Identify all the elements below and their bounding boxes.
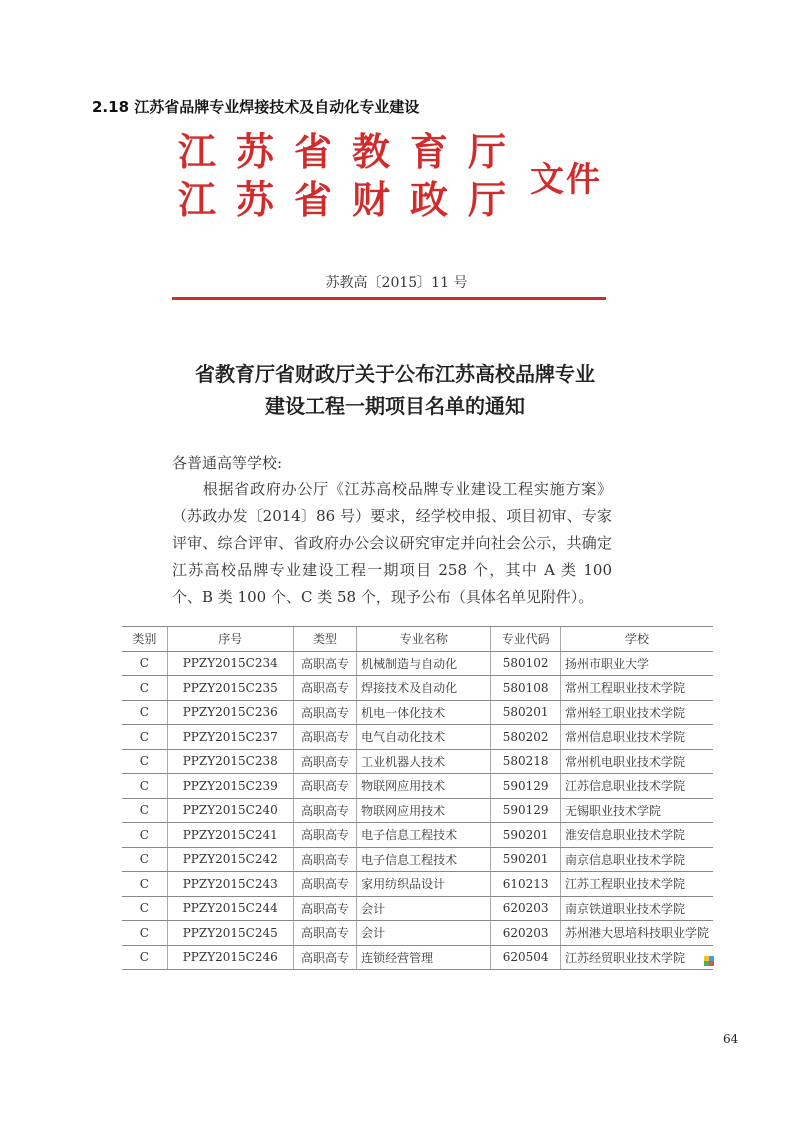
- notice-title-line-2: 建设工程一期项目名单的通知: [265, 394, 525, 418]
- cell-school: 南京信息职业技术学院: [560, 847, 713, 872]
- cell-school: 常州信息职业技术学院: [560, 725, 713, 750]
- cell-major-code: 580102: [491, 651, 561, 676]
- cell-major-name: 机械制造与自动化: [357, 651, 491, 676]
- cell-serial: PPZY2015C240: [167, 798, 293, 823]
- cell-school: 常州轻工职业技术学院: [560, 700, 713, 725]
- cell-major-code: 620203: [491, 921, 561, 946]
- cell-major-name: 工业机器人技术: [357, 749, 491, 774]
- page-number: 64: [723, 1032, 739, 1046]
- cell-category: C: [122, 725, 167, 750]
- table-header-row: [122, 627, 713, 652]
- table-row: [122, 823, 713, 848]
- cell-major-code: 580201: [491, 700, 561, 725]
- header-school: 学校: [560, 627, 713, 652]
- cell-school: 扬州市职业大学: [560, 651, 713, 676]
- cell-major-name: 机电一体化技术: [357, 700, 491, 725]
- cell-serial: PPZY2015C237: [167, 725, 293, 750]
- cell-category: C: [122, 847, 167, 872]
- org-line-education: 江苏省教育厅: [178, 129, 527, 174]
- cell-category: C: [122, 798, 167, 823]
- cell-major-code: 590201: [491, 823, 561, 848]
- cell-major-name: 家用纺织品设计: [357, 872, 491, 897]
- table-row: [122, 725, 713, 750]
- table-row: [122, 896, 713, 921]
- cell-major-name: 物联网应用技术: [357, 774, 491, 799]
- cell-category: C: [122, 749, 167, 774]
- table-body: [122, 651, 713, 970]
- table-row: [122, 872, 713, 897]
- cell-major-name: 焊接技术及自动化: [357, 676, 491, 701]
- puzzle-icon: [704, 956, 714, 966]
- cell-category: C: [122, 872, 167, 897]
- cell-major-name: 会计: [357, 921, 491, 946]
- cell-category: C: [122, 700, 167, 725]
- cell-school: 江苏工程职业技术学院: [560, 872, 713, 897]
- cell-category: C: [122, 945, 167, 970]
- cell-type: 高职高专: [293, 749, 356, 774]
- cell-major-name: 会计: [357, 896, 491, 921]
- cell-major-name: 物联网应用技术: [357, 798, 491, 823]
- cell-serial: PPZY2015C235: [167, 676, 293, 701]
- document-word: 文件: [530, 160, 602, 200]
- document-number: 苏教高〔2015〕11 号: [325, 275, 468, 291]
- cell-type: 高职高专: [293, 872, 356, 897]
- table-row: [122, 774, 713, 799]
- cell-type: 高职高专: [293, 651, 356, 676]
- cell-type: 高职高专: [293, 676, 356, 701]
- cell-category: C: [122, 823, 167, 848]
- cell-type: 高职高专: [293, 896, 356, 921]
- cell-major-code: 590201: [491, 847, 561, 872]
- cell-type: 高职高专: [293, 945, 356, 970]
- cell-serial: PPZY2015C239: [167, 774, 293, 799]
- cell-major-code: 590129: [491, 774, 561, 799]
- header-type: 类型: [293, 627, 356, 652]
- cell-school: 苏州港大思培科技职业学院: [560, 921, 713, 946]
- cell-serial: PPZY2015C245: [167, 921, 293, 946]
- project-table: [122, 626, 713, 970]
- cell-major-code: 620203: [491, 896, 561, 921]
- cell-serial: PPZY2015C238: [167, 749, 293, 774]
- table-row: [122, 676, 713, 701]
- section-heading: 2.18 江苏省品牌专业焊接技术及自动化专业建设: [92, 98, 420, 116]
- cell-type: 高职高专: [293, 823, 356, 848]
- cell-school: 江苏信息职业技术学院: [560, 774, 713, 799]
- cell-category: C: [122, 774, 167, 799]
- cell-school: 南京铁道职业技术学院: [560, 896, 713, 921]
- cell-serial: PPZY2015C234: [167, 651, 293, 676]
- cell-major-code: 610213: [491, 872, 561, 897]
- issuing-organizations: [178, 128, 538, 224]
- cell-major-name: 电气自动化技术: [357, 725, 491, 750]
- cell-school: 无锡职业技术学院: [560, 798, 713, 823]
- cell-school: 淮安信息职业技术学院: [560, 823, 713, 848]
- header-category: 类别: [122, 627, 167, 652]
- salutation: 各普通高等学校:: [172, 454, 283, 472]
- cell-type: 高职高专: [293, 774, 356, 799]
- cell-major-name: 电子信息工程技术: [357, 847, 491, 872]
- notice-body: [172, 476, 612, 611]
- red-divider: [172, 297, 606, 300]
- cell-school: 常州机电职业技术学院: [560, 749, 713, 774]
- cell-major-code: 580202: [491, 725, 561, 750]
- cell-major-name: 电子信息工程技术: [357, 823, 491, 848]
- cell-serial: PPZY2015C241: [167, 823, 293, 848]
- table-row: [122, 749, 713, 774]
- cell-type: 高职高专: [293, 700, 356, 725]
- table-row: [122, 798, 713, 823]
- cell-serial: PPZY2015C244: [167, 896, 293, 921]
- header-serial: 序号: [167, 627, 293, 652]
- cell-type: 高职高专: [293, 921, 356, 946]
- cell-serial: PPZY2015C236: [167, 700, 293, 725]
- cell-school: 江苏经贸职业技术学院: [560, 945, 713, 970]
- notice-title: [160, 358, 630, 422]
- cell-serial: PPZY2015C243: [167, 872, 293, 897]
- cell-serial: PPZY2015C246: [167, 945, 293, 970]
- cell-major-code: 580108: [491, 676, 561, 701]
- cell-category: C: [122, 896, 167, 921]
- cell-category: C: [122, 921, 167, 946]
- table-row: [122, 945, 713, 970]
- cell-major-code: 620504: [491, 945, 561, 970]
- table-row: [122, 921, 713, 946]
- notice-body-text: 根据省政府办公厅《江苏高校品牌专业建设工程实施方案》（苏政办发〔2014〕86 号）要求，经学校申报、项目初审、专家评审、综合评审、省政府办公会议研究审定并向社会公示，共确定江苏高校品牌专业建设工程一期项目 258 个，其中 A 类 100 个、B 类 100 个、C 类 58 个，现予公布（具体名单见附件）。: [172, 480, 612, 606]
- notice-title-line-1: 省教育厅省财政厅关于公布江苏高校品牌专业: [195, 362, 595, 386]
- cell-major-name: 连锁经营管理: [357, 945, 491, 970]
- table-row: [122, 651, 713, 676]
- table-row: [122, 700, 713, 725]
- cell-major-code: 590129: [491, 798, 561, 823]
- cell-school: 常州工程职业技术学院: [560, 676, 713, 701]
- header-major-code: 专业代码: [491, 627, 561, 652]
- cell-type: 高职高专: [293, 725, 356, 750]
- cell-type: 高职高专: [293, 847, 356, 872]
- table-row: [122, 847, 713, 872]
- header-major-name: 专业名称: [357, 627, 491, 652]
- cell-category: C: [122, 651, 167, 676]
- cell-type: 高职高专: [293, 798, 356, 823]
- org-line-finance: 江苏省财政厅: [178, 177, 527, 222]
- cell-category: C: [122, 676, 167, 701]
- cell-serial: PPZY2015C242: [167, 847, 293, 872]
- cell-major-code: 580218: [491, 749, 561, 774]
